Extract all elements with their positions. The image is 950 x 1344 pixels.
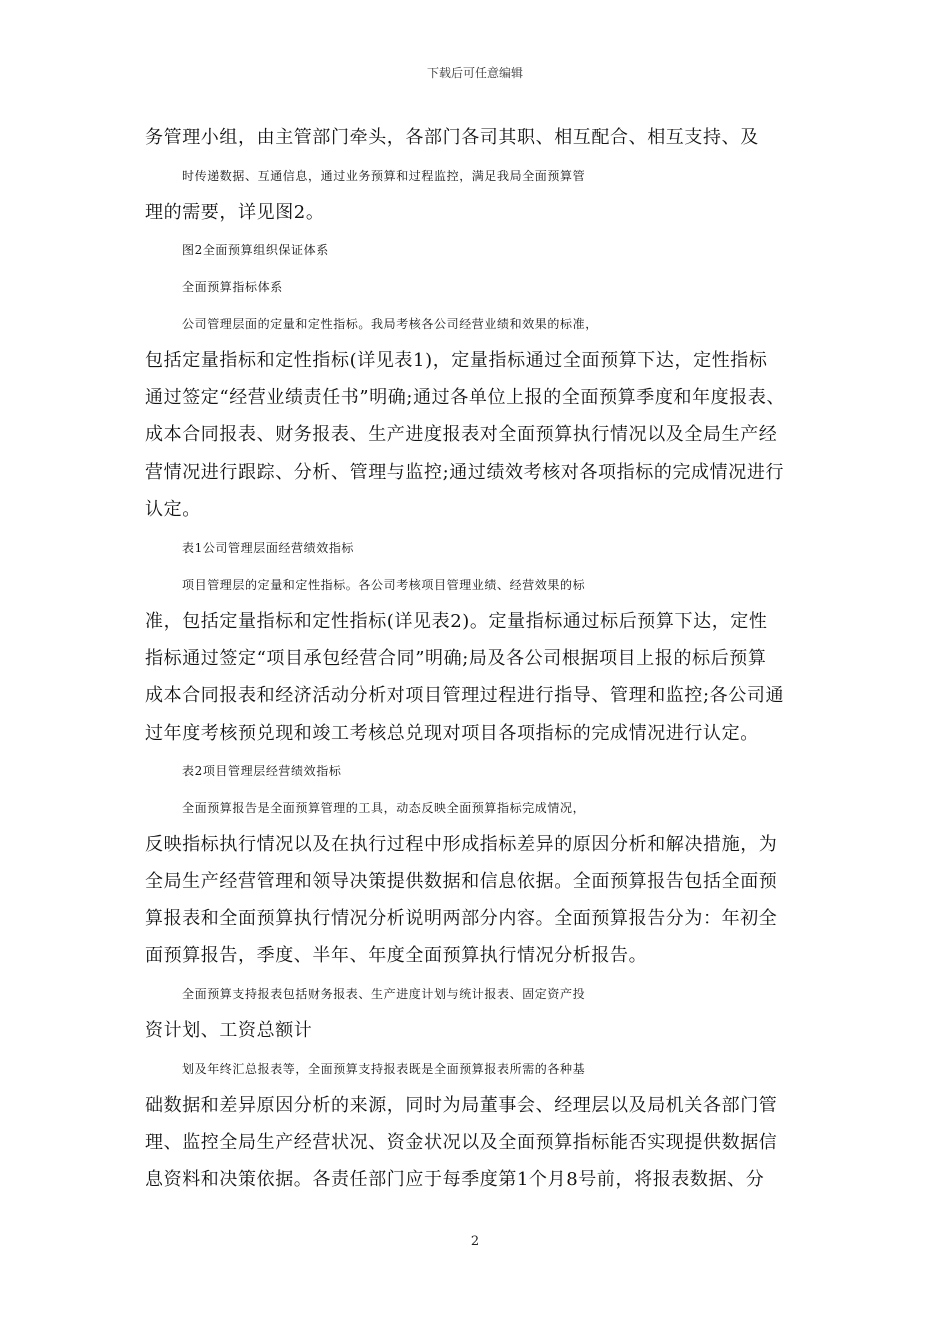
table-caption: 表1公司管理层面经营绩效指标 [182,541,355,555]
text-line: 认定。 [145,499,201,520]
text-line: 成本合同报表、财务报表、生产进度报表对全面预算执行情况以及全局生产经 [145,424,778,445]
text-line: 通过签定“经营业绩责任书”明确;通过各单位上报的全面预算季度和年度报表、 [145,387,786,408]
text-line: 全局生产经营管理和领导决策提供数据和信息依据。全面预算报告包括全面预 [145,871,778,892]
text-line: 过年度考核预兑现和竣工考核总兑现对项目各项指标的完成情况进行认定。 [145,723,759,744]
text-line: 全面预算报告是全面预算管理的工具，动态反映全面预算指标完成情况， [182,801,586,815]
text-line: 础数据和差异原因分析的来源，同时为局董事会、经理层以及局机关各部门管 [145,1095,778,1116]
text-line: 全面预算支持报表包括财务报表、生产进度计划与统计报表、固定资产投 [182,987,586,1001]
page-number: 2 [470,1234,480,1249]
text-line: 营情况进行跟踪、分析、管理与监控;通过绩效考核对各项指标的完成情况进行 [145,462,785,483]
page-header: 下载后可任意编辑 [426,66,523,80]
text-line: 务管理小组，由主管部门牵头，各部门各司其职、相互配合、相互支持、及 [145,127,759,148]
text-line: 公司管理层面的定量和定性指标。我局考核各公司经营业绩和效果的标准， [182,317,598,331]
text-line: 指标通过签定“项目承包经营合同”明确;局及各公司根据项目上报的标后预算 [145,648,767,669]
figure-caption: 图2全面预算组织保证体系 [182,243,329,257]
text-line: 成本合同报表和经济活动分析对项目管理过程进行指导、管理和监控;各公司通 [145,685,785,706]
text-line: 项目管理层的定量和定性指标。各公司考核项目管理业绩、经营效果的标 [182,578,586,592]
text-line: 面预算报告，季度、半年、年度全面预算执行情况分析报告。 [145,945,648,966]
section-heading: 全面预算指标体系 [182,280,283,294]
text-line: 准，包括定量指标和定性指标(详见表2)。定量指标通过标后预算下达，定性 [145,611,768,632]
text-line: 资计划、工资总额计 [145,1020,313,1041]
text-line: 包括定量指标和定性指标(详见表1)，定量指标通过全面预算下达，定性指标 [145,350,768,371]
table-caption: 表2项目管理层经营绩效指标 [182,764,342,778]
text-line: 息资料和决策依据。各责任部门应于每季度第1个月8号前，将报表数据、分 [145,1169,765,1190]
text-line: 反映指标执行情况以及在执行过程中形成指标差异的原因分析和解决措施，为 [145,834,778,855]
text-line: 理的需要，详见图2。 [145,202,325,223]
text-line: 划及年终汇总报表等，全面预算支持报表既是全面预算报表所需的各种基 [182,1062,586,1076]
text-line: 理、监控全局生产经营状况、资金状况以及全面预算指标能否实现提供数据信 [145,1132,778,1153]
text-line: 算报表和全面预算执行情况分析说明两部分内容。全面预算报告分为：年初全 [145,908,778,929]
text-line: 时传递数据、互通信息，通过业务预算和过程监控，满足我局全面预算管 [182,169,586,183]
